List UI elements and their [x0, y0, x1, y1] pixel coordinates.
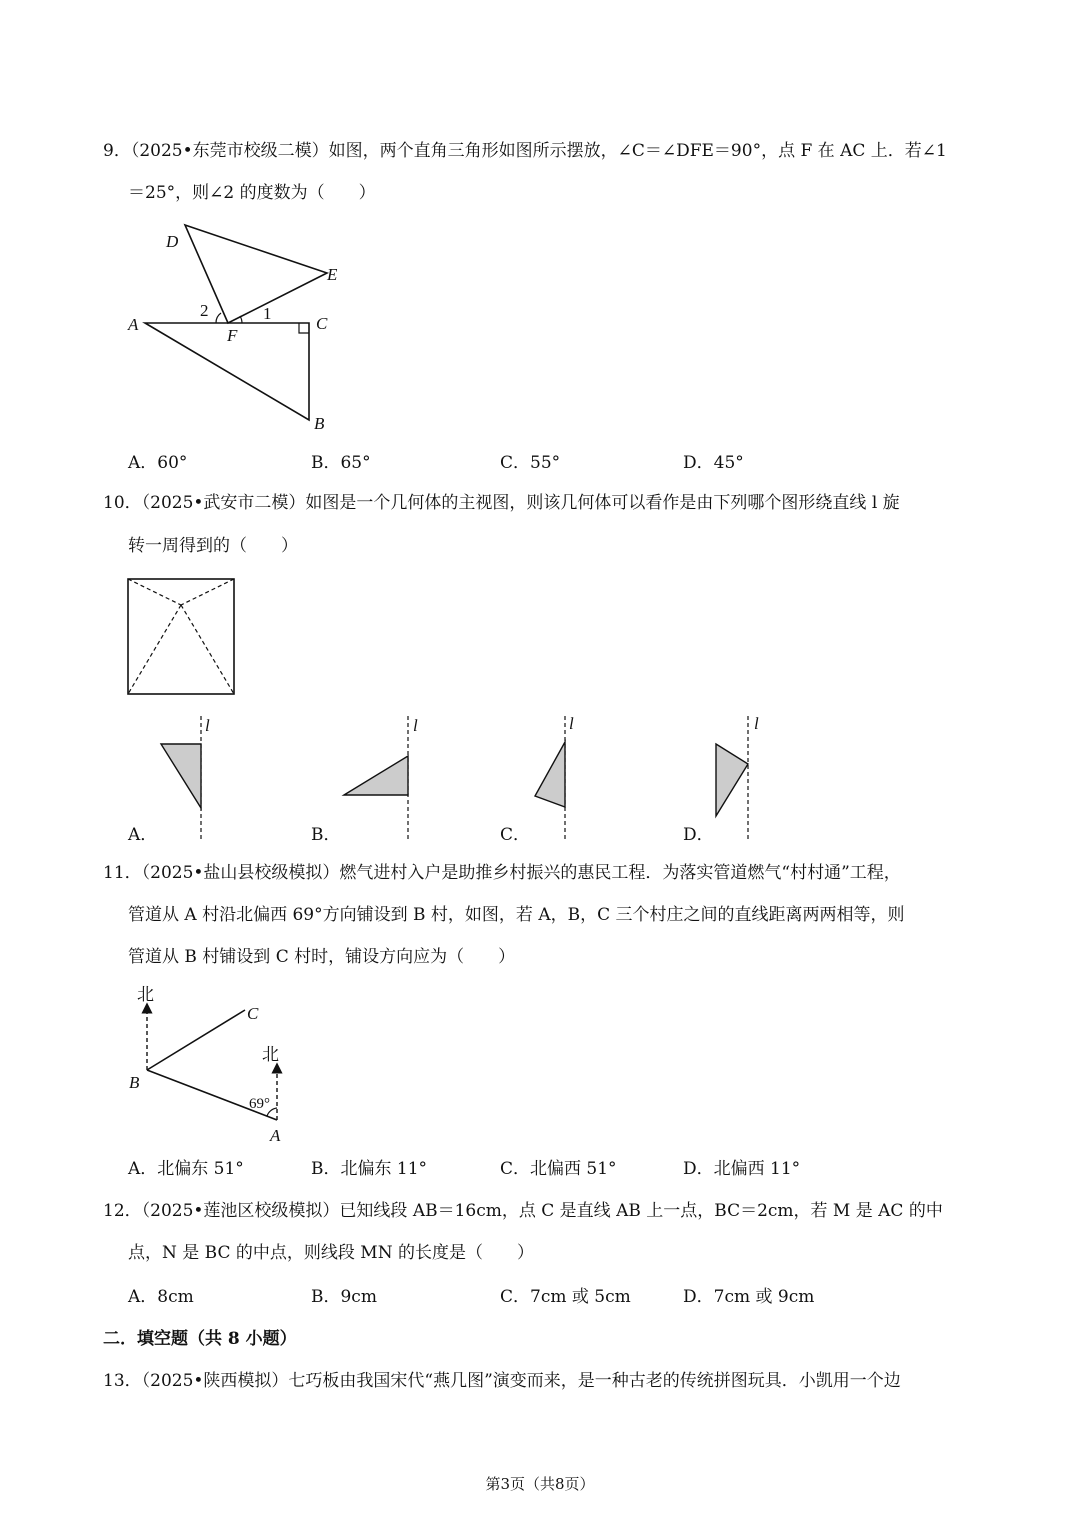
- q11-label-B: B: [129, 1073, 140, 1092]
- q11-line2: 管道从 A 村沿北偏西 69°方向铺设到 B 村，如图，若 A，B，C 三个村庄之间的直线距离两两相等，则: [128, 905, 905, 925]
- q9-label-D: D: [166, 232, 179, 251]
- q12-line2: 点，N 是 BC 的中点，则线段 MN 的长度是（ ）: [128, 1243, 534, 1263]
- q10-option-d[interactable]: D．: [683, 825, 714, 845]
- q9-label-A: A: [128, 315, 139, 334]
- q13-line1: 13．（2025•陕西模拟）七巧板由我国宋代“燕几图”演变而来，是一种古老的传统拼图玩具．小凯用一个边: [103, 1371, 901, 1391]
- q10-d-axis-label: l: [754, 714, 759, 733]
- q11-option-c[interactable]: C．北偏西 51°: [500, 1159, 617, 1179]
- q10-a-axis-label: l: [205, 716, 210, 735]
- q11-label-A: A: [270, 1126, 281, 1145]
- q10-option-a[interactable]: A．: [128, 825, 158, 845]
- q10-shape-d: [710, 712, 780, 842]
- q9-figure: [120, 215, 350, 440]
- q12-line1: 12．（2025•莲池区校级模拟）已知线段 AB＝16cm，点 C 是直线 AB 上一点，BC＝2cm，若 M 是 AC 的中: [103, 1201, 943, 1221]
- q9-label-E: E: [327, 265, 338, 284]
- page-footer: 第3页（共8页）: [485, 1475, 595, 1493]
- q11-figure: [125, 980, 305, 1150]
- q10-option-b[interactable]: B．: [311, 825, 341, 845]
- q12-option-a[interactable]: A．8cm: [128, 1287, 194, 1307]
- q10-line2: 转一周得到的（ ）: [128, 536, 298, 556]
- q9-label-angle1: 1: [263, 304, 272, 323]
- q10-front-view: [126, 577, 238, 697]
- q10-option-c[interactable]: C．: [500, 825, 531, 845]
- q12-option-c[interactable]: C．7cm 或 5cm: [500, 1287, 631, 1307]
- q9-option-c[interactable]: C．55°: [500, 453, 561, 473]
- q9-option-a[interactable]: A．60°: [128, 453, 188, 473]
- q10-shape-a: [155, 712, 225, 842]
- q10-line1: 10．（2025•武安市二模）如图是一个几何体的主视图，则该几何体可以看作是由下列哪个图形绕直线 l 旋: [103, 493, 900, 513]
- q12-option-d[interactable]: D．7cm 或 9cm: [683, 1287, 815, 1307]
- q11-line3: 管道从 B 村铺设到 C 村时，铺设方向应为（ ）: [128, 947, 516, 967]
- q11-label-north2: 北: [262, 1045, 279, 1064]
- q12-option-b[interactable]: B．9cm: [311, 1287, 377, 1307]
- q11-option-b[interactable]: B．北偏东 11°: [311, 1159, 428, 1179]
- q9-label-F: F: [227, 326, 238, 345]
- q11-label-north1: 北: [137, 985, 154, 1004]
- q10-c-axis-label: l: [569, 714, 574, 733]
- q9-line2: ＝25°，则∠2 的度数为（ ）: [128, 183, 376, 203]
- q9-label-B: B: [314, 414, 325, 433]
- q11-line1: 11．（2025•盐山县校级模拟）燃气进村入户是助推乡村振兴的惠民工程．为落实管道燃气“村村通”工程，: [103, 863, 901, 883]
- q9-line1: 9．（2025•东莞市校级二模）如图，两个直角三角形如图所示摆放，∠C＝∠DFE＝90°，点 F 在 AC 上．若∠1: [103, 141, 947, 161]
- q9-option-d[interactable]: D．45°: [683, 453, 744, 473]
- q10-shape-c: [530, 712, 600, 842]
- q11-option-a[interactable]: A．北偏东 51°: [128, 1159, 244, 1179]
- q9-label-C: C: [316, 314, 328, 333]
- q11-label-angle: 69°: [249, 1096, 270, 1112]
- q10-shape-b: [340, 712, 440, 842]
- q11-label-C: C: [247, 1004, 259, 1023]
- section-title-fill-in: 二．填空题（共 8 小题）: [103, 1329, 297, 1349]
- q10-b-axis-label: l: [413, 716, 418, 735]
- q11-option-d[interactable]: D．北偏西 11°: [683, 1159, 801, 1179]
- q9-label-angle2: 2: [200, 301, 209, 320]
- q9-option-b[interactable]: B．65°: [311, 453, 371, 473]
